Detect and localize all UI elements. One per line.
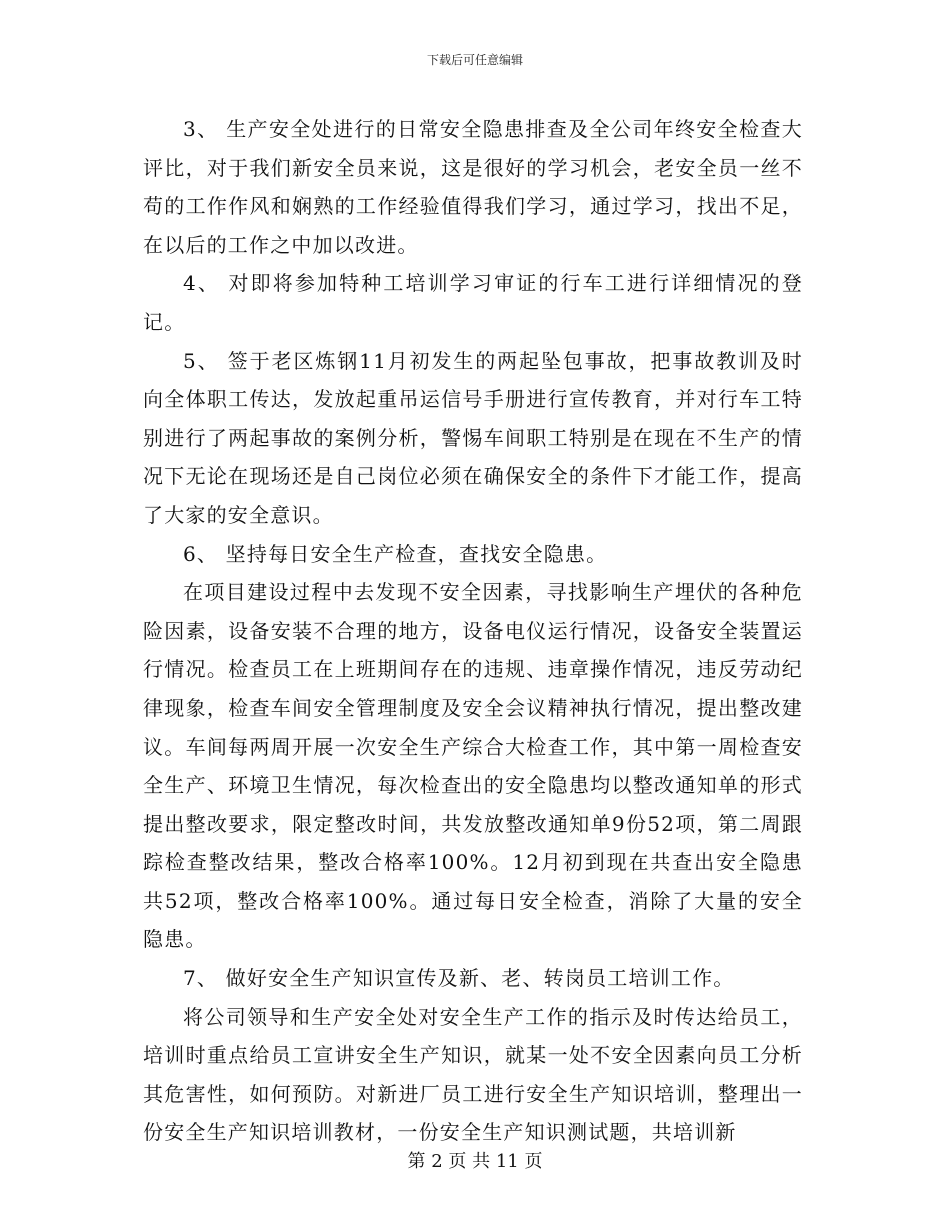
paragraph-training-detail: 将公司领导和生产安全处对安全生产工作的指示及时传达给员工，培训时重点给员工宣讲安全生产知识，就某一处不安全因素向员工分析其危害性，如何预防。对新进厂员工进行安全生产知识培训，整理出一份安全生产知识培训教材，一份安全生产知识测试题，共培训新 xyxy=(143,1004,803,1145)
page-number-label: 第 2 页 共 11 页 xyxy=(407,1151,543,1172)
header-note: 下载后可任意编辑 xyxy=(426,53,523,67)
paragraph-item-7: 7、 做好安全生产知识宣传及新、老、转岗员工培训工作。 xyxy=(183,966,735,991)
paragraph-item-5: 5、 签于老区炼钢11月初发生的两起坠包事故，把事故教训及时向全体职工传达，发放起重吊运信号手册进行宣传教育，并对行车工特别进行了两起事故的案例分析，警惕车间职工特别是在现在不生产的情况下无论在现场还是自己岗位必须在确保安全的条件下才能工作，提高了大家的安全意识。 xyxy=(143,348,803,527)
page-header xyxy=(0,52,950,68)
paragraph-item-3: 3、 生产安全处进行的日常安全隐患排查及全公司年终安全检查大评比，对于我们新安全员来说，这是很好的学习机会，老安全员一丝不苟的工作作风和娴熟的工作经验值得我们学习，通过学习，找出不足，在以后的工作之中加以改进。 xyxy=(143,117,803,257)
paragraph-item-6: 6、 坚持每日安全生产检查，查找安全隐患。 xyxy=(183,541,608,566)
paragraph-inspection-detail: 在项目建设过程中去发现不安全因素，寻找影响生产埋伏的各种危险因素，设备安装不合理的地方，设备电仪运行情况，设备安全装置运行情况。检查员工在上班期间存在的违规、违章操作情况，违反劳动纪律现象，检查车间安全管理制度及安全会议精神执行情况，提出整改建议。车间每两周开展一次安全生产综合大检查工作，其中第一周检查安全生产、环境卫生情况，每次检查出的安全隐患均以整改通知单的形式提出整改要求，限定整改时间，共发放整改通知单9份52项，第二周跟踪检查整改结果，整改合格率100%。12月初到现在共查出安全隐患共52项，整改合格率100%。通过每日安全检查，消除了大量的安全隐患。 xyxy=(143,580,803,952)
paragraph-item-4: 4、 对即将参加特种工培训学习审证的行车工进行详细情况的登记。 xyxy=(143,271,803,334)
page-footer xyxy=(0,1150,950,1174)
document-body xyxy=(143,110,803,1152)
